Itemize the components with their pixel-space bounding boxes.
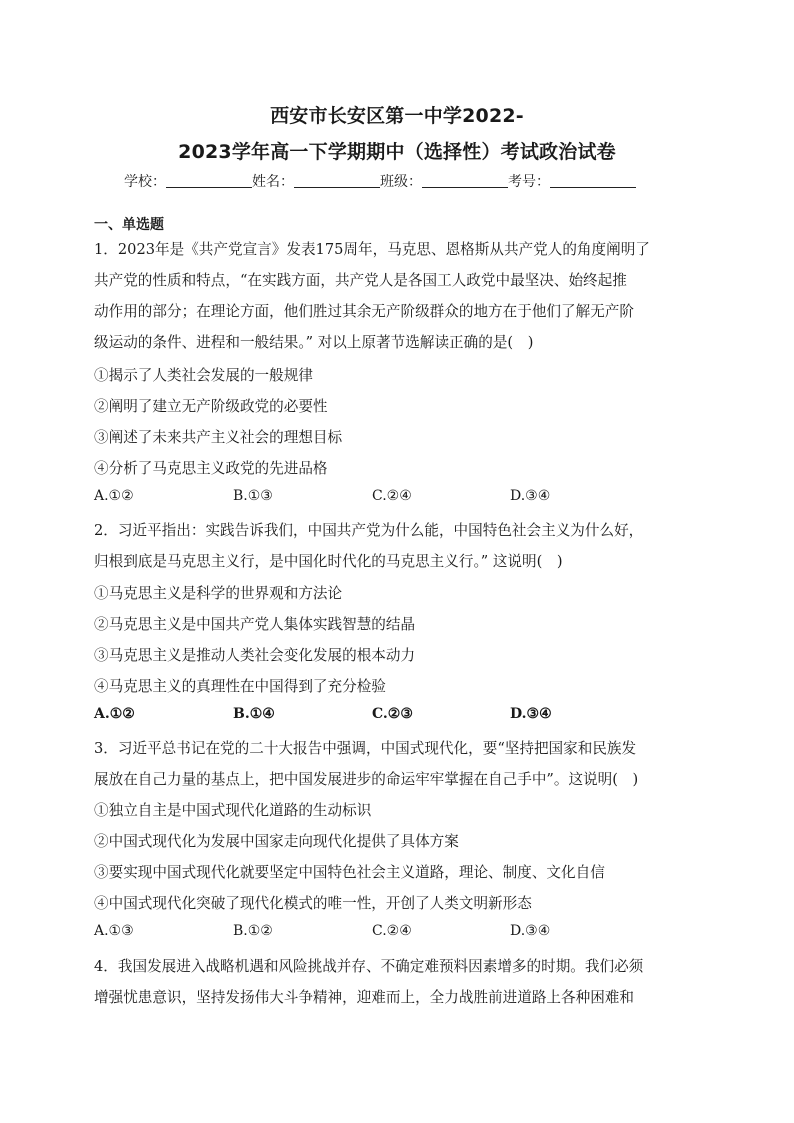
question-3-statement-4: ④中国式现代化突破了现代化模式的唯一性，开创了人类文明新形态 bbox=[94, 895, 532, 912]
exam-number-blank bbox=[550, 173, 636, 188]
question-1-statement-4: ④分析了马克思主义政党的先进品格 bbox=[94, 460, 328, 477]
question-1-line-4: 级运动的条件、进程和一般结果。” 对以上原著节选解读正确的是( ) bbox=[94, 334, 534, 351]
question-3-line-2: 展放在自己力量的基点上，把中国发展进步的命运牢牢掌握在自己手中”。这说明( ) bbox=[94, 771, 639, 788]
question-3-statement-1: ①独立自主是中国式现代化道路的生动标识 bbox=[94, 802, 372, 819]
question-2-statement-2: ②马克思主义是中国共产党人集体实践智慧的结晶 bbox=[94, 616, 416, 633]
class-blank bbox=[422, 173, 508, 188]
school-label: 学校： bbox=[124, 174, 166, 190]
question-1-statement-3: ③阐述了未来共产主义社会的理想目标 bbox=[94, 429, 343, 446]
exam-title-line1: 西安市长安区第一中学2022- bbox=[270, 105, 524, 127]
option-a: A.①② bbox=[94, 706, 135, 722]
question-2-statement-1: ①马克思主义是科学的世界观和方法论 bbox=[94, 585, 343, 602]
name-label: 姓名： bbox=[252, 174, 294, 190]
student-info-row bbox=[124, 171, 636, 191]
question-3-statement-2: ②中国式现代化为发展中国家走向现代化提供了具体方案 bbox=[94, 833, 459, 850]
question-4-line-1: 4．我国发展进入战略机遇和风险挑战并存、不确定难预料因素增多的时期。我们必须 bbox=[94, 958, 644, 975]
class-label: 班级： bbox=[380, 174, 422, 190]
question-3-line-1: 3．习近平总书记在党的二十大报告中强调，中国式现代化，要“坚持把国家和民族发 bbox=[94, 740, 637, 757]
name-blank bbox=[294, 173, 380, 188]
option-b: B.①③ bbox=[233, 488, 273, 504]
question-1-statement-2: ②阐明了建立无产阶级政党的必要性 bbox=[94, 398, 328, 415]
question-1-line-3: 动作用的部分；在理论方面，他们胜过其余无产阶级群众的地方在于他们了解无产阶 bbox=[94, 303, 634, 320]
exam-title-line2: 2023学年高一下学期期中（选择性）考试政治试卷 bbox=[178, 141, 616, 163]
option-c: C.②④ bbox=[372, 488, 412, 504]
option-d: D.③④ bbox=[510, 706, 552, 722]
question-1-line-1: 1．2023年是《共产党宣言》发表175周年，马克思、恩格斯从共产党人的角度阐明了 bbox=[94, 241, 650, 258]
question-2-statement-4: ④马克思主义的真理性在中国得到了充分检验 bbox=[94, 678, 386, 695]
option-c: C.②④ bbox=[372, 923, 412, 939]
exam-number-label: 考号： bbox=[508, 174, 550, 190]
option-d: D.③④ bbox=[510, 488, 551, 504]
question-4-line-2: 增强忧患意识，坚持发扬伟大斗争精神，迎难而上，全力战胜前进道路上各种困难和 bbox=[94, 989, 634, 1006]
option-d: D.③④ bbox=[510, 923, 551, 939]
question-2-statement-3: ③马克思主义是推动人类社会变化发展的根本动力 bbox=[94, 647, 416, 664]
question-1-statement-1: ①揭示了人类社会发展的一般规律 bbox=[94, 367, 313, 384]
school-blank bbox=[166, 173, 252, 188]
option-b: B.①④ bbox=[233, 706, 275, 722]
question-1-line-2: 共产党的性质和特点，“在实践方面，共产党人是各国工人政党中最坚决、始终起推 bbox=[94, 272, 627, 289]
option-b: B.①② bbox=[233, 923, 273, 939]
question-2-line-2: 归根到底是马克思主义行，是中国化时代化的马克思主义行。” 这说明( ) bbox=[94, 553, 563, 570]
option-a: A.①② bbox=[94, 488, 134, 504]
option-c: C.②③ bbox=[372, 706, 413, 722]
question-3-statement-3: ③要实现中国式现代化就要坚定中国特色社会主义道路，理论、制度、文化自信 bbox=[94, 864, 605, 881]
question-2-line-1: 2．习近平指出：实践告诉我们，中国共产党为什么能，中国特色社会主义为什么好， bbox=[94, 522, 644, 539]
option-a: A.①③ bbox=[94, 923, 134, 939]
section-title: 一、单选题 bbox=[94, 217, 164, 233]
